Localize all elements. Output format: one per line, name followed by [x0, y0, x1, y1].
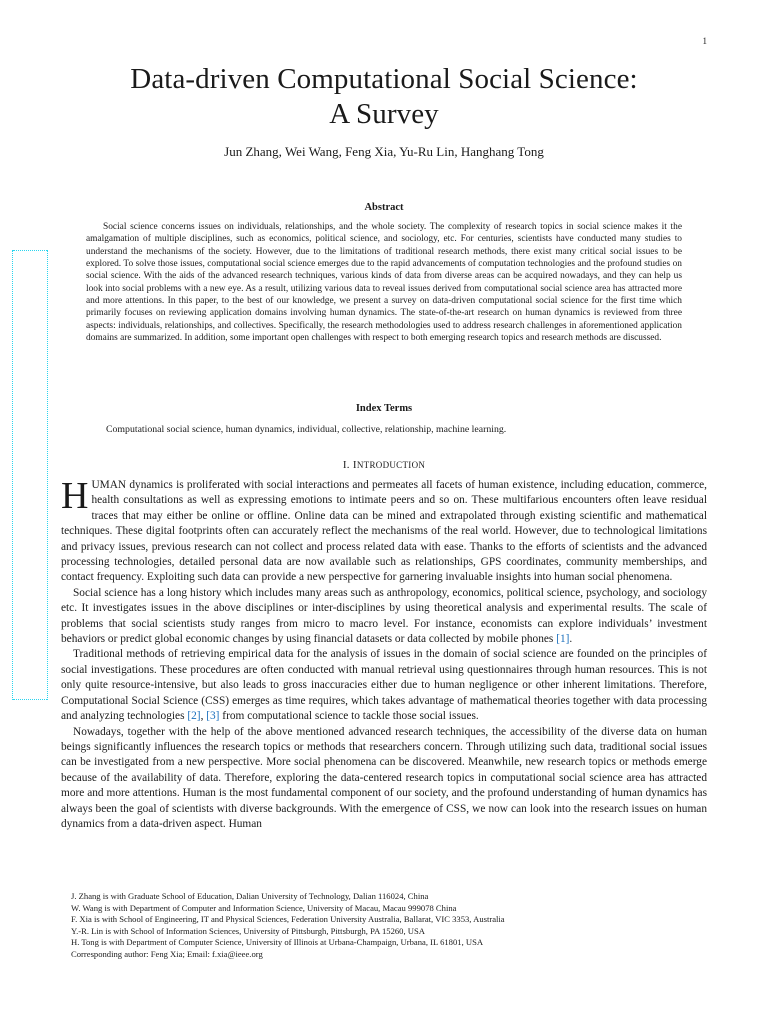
- intro-paragraph-3-text: Traditional methods of retrieving empirical data for the analysis of issues in the domain of social science are founded on the principles of social investigations. These procedures are often conducted with manual retrieval using questionnaires through human resources. This is not only quite resource-intensive, but also leads to gross inaccuracies either due to human negligence or other inherent limitations. Therefore, Computational Social Science (CSS) emerges as time requires, which takes advantage of mathematical theories together with data processing and analyzing technologies: [61, 648, 707, 723]
- intro-paragraph-2: [61, 586, 707, 648]
- intro-paragraph-2-text: Social science has a long history which includes many areas such as anthropology, economics, political science, psychology, and sociology etc. It investigates issues in the above disciplines or inter-disciplines by using theoretical analysis and experimental results. The scale of problems that social scientists study ranges from micro to macro level. For instance, economists can explore individuals’ investment behaviors or predict global economic changes by using financial datasets or data collected by mobile phones: [61, 586, 707, 646]
- drop-cap: H: [61, 475, 89, 517]
- introduction-body: [61, 475, 707, 832]
- intro-paragraph-1-text: UMAN dynamics is proliferated with social interactions and permeates all facets of human existence, including education, commerce, health consultations as well as expressing emotions to intimate peers and so on. These multifarious encounters often leave residual traces that may either be online or offline. Online data can be mined and extrapolated through existing scientific and mathematical techniques. These digital footprints often can accurately reflect the mechanisms of the real world. However, due to technological limitations and privacy issues, previous research can not collect and process related data with ease. Thanks to the efforts of scientists and the advanced processing technologies, detailed personal data are now available such as relationships, GPS coordinates, community memberships, and contact frequency. Exploiting such data can provide a new perspective for garnering invaluable insights into human social phenomena.: [61, 479, 707, 584]
- section-title-initial: I: [352, 459, 357, 471]
- citation-link-1[interactable]: [1]: [556, 633, 570, 646]
- intro-paragraph-3: [61, 647, 707, 724]
- margin-marker: [12, 250, 48, 700]
- footnote-wang: W. Wang is with Department of Computer and Information Science, University of Macau, Macau 999078 China: [71, 902, 457, 913]
- footnote-xia: F. Xia is with School of Engineering, IT and Physical Sciences, Federation University Australia, Ballarat, VIC 3353, Australia: [71, 914, 505, 924]
- intro-paragraph-2-end: .: [569, 633, 573, 646]
- citation-link-3[interactable]: [3]: [206, 710, 220, 723]
- title-line-1: Data-driven Computational Social Science:: [130, 63, 638, 95]
- footnote-corresponding-author: Corresponding author: Feng Xia; Email: f.xia@ieee.org: [71, 948, 263, 959]
- section-title-rest: NTRODUCTION: [356, 460, 426, 470]
- index-terms-text: Computational social science, human dynamics, individual, collective, relationship, machine learning.: [106, 424, 507, 435]
- intro-paragraph-1: [61, 475, 707, 586]
- author-list: Jun Zhang, Wei Wang, Feng Xia, Yu-Ru Lin, Hanghang Tong: [224, 144, 544, 159]
- footnote-lin: Y.-R. Lin is with School of Information Sciences, University of Pittsburgh, Pittsburgh, PA 15260, USA: [71, 925, 425, 936]
- abstract-text: Social science concerns issues on individuals, relationships, and the whole society. The complexity of research topics in social science makes it the amalgamation of multiple disciplines, such as economics, political science, and sociology, etc. For centuries, scientists have conducted many studies to understand the mechanisms of the society. However, due to the limitations of traditional research methods, there exist many critical social issues to be explored. To solve those issues, computational social science emerges due to the rapid advancements of computation technologies and the profound studies on social science. With the aids of the advanced research techniques, various kinds of data from diverse areas can be acquired nowadays, and they can help us look into social problems with a new eye. As a result, utilizing various data to reveal issues derived from computational social science area has attracted more and more attentions. In this paper, to the best of our knowledge, we present a survey on data-driven computational social science for the first time which primarily focuses on reviewing application domains involving human dynamics. The state-of-the-art research on human dynamics is reviewed from three aspects: individuals, relationships, and collectives. Specifically, the research methodologies used to address research challenges in aforementioned application domains are summarized. In addition, some important open challenges with respect to both emerging research topics and research methods are discussed.: [86, 222, 682, 344]
- author-affiliation-footnotes: [71, 891, 711, 960]
- intro-paragraph-4: Nowadays, together with the help of the above mentioned advanced research techniques, the accessibility of the diverse data on human beings significantly influences the research topics or methods that researchers concern. Through utilizing such data, traditional social issues can be investigated from a new perspective. More social phenomena can be discovered. Meanwhile, new research topics or methods emerge because of the availability of data. Therefore, exploring the data-centered research topics in computational social science area has attracted more and more attentions. Human is the most fundamental component of our society, and the profound understanding of human dynamics has always been the goal of scientists with diverse backgrounds. With the emergence of CSS, we now can look into the research issues on human dynamics from a data-driven aspect. Human: [61, 725, 707, 830]
- citation-link-2[interactable]: [2]: [187, 710, 201, 723]
- footnote-tong: H. Tong is with Department of Computer Science, University of Illinois at Urbana-Champaign, Urbana, IL 61801, USA: [71, 937, 484, 947]
- abstract-heading: Abstract: [364, 202, 404, 213]
- section-number: I.: [342, 459, 350, 471]
- page-number: 1: [702, 36, 707, 46]
- citation-separator: ,: [200, 710, 207, 723]
- intro-paragraph-3-end: from computational science to tackle those social issues.: [219, 710, 479, 723]
- paper-title: [0, 62, 768, 132]
- title-line-2: A Survey: [329, 98, 439, 130]
- footnote-zhang: J. Zhang is with Graduate School of Education, Dalian University of Technology, Dalian 116024, China: [71, 891, 429, 901]
- index-terms-heading: Index Terms: [355, 403, 413, 414]
- section-heading-introduction: [0, 459, 768, 471]
